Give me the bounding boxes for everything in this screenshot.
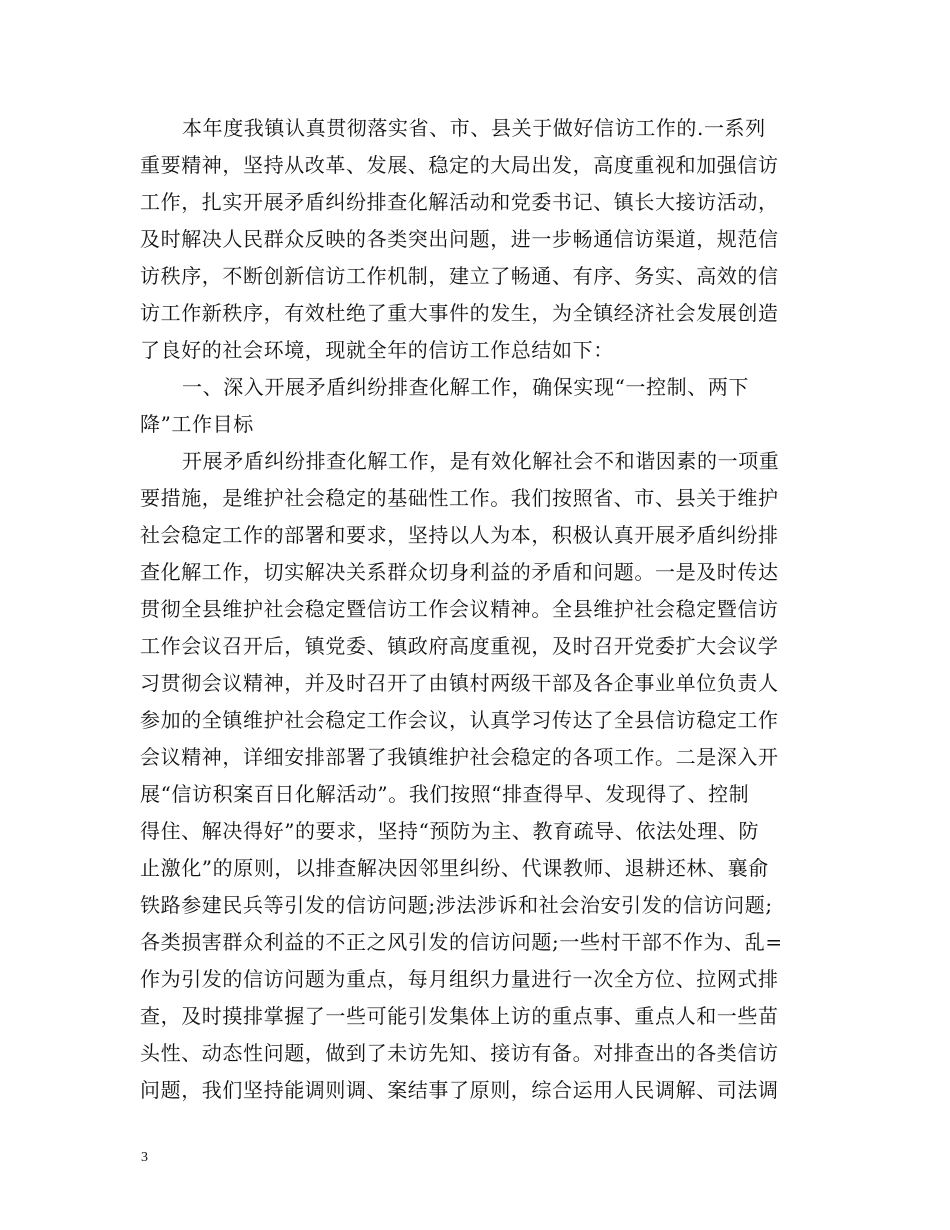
paragraph-line: 重要精神，坚持从改革、发展、稳定的大局出发，高度重视和加强信访 <box>140 153 779 177</box>
paragraph-line: 要措施，是维护社会稳定的基础性工作。我们按照省、市、县关于维护 <box>140 486 779 510</box>
paragraph-line: 访工作新秩序，有效杜绝了重大事件的发生，为全镇经济社会发展创造 <box>140 301 779 325</box>
paragraph-line: 问题，我们坚持能调则调、案结事了原则，综合运用人民调解、司法调 <box>140 1078 779 1102</box>
paragraph-line: 习贯彻会议精神，并及时召开了由镇村两级干部及各企事业单位负责人 <box>140 671 779 695</box>
paragraph-line: 访秩序，不断创新信访工作机制，建立了畅通、有序、务实、高效的信 <box>140 264 779 288</box>
paragraph-line: 工作，扎实开展矛盾纠纷排查化解活动和党委书记、镇长大接访活动， <box>140 190 779 214</box>
page-number: 3 <box>141 1150 148 1165</box>
paragraph-line: 头性、动态性问题，做到了未访先知、接访有备。对排查出的各类信访 <box>140 1041 779 1065</box>
paragraph-line: 作为引发的信访问题为重点，每月组织力量进行一次全方位、拉网式排 <box>140 967 779 991</box>
paragraph-line: 展“信访积案百日化解活动”。我们按照“排查得早、发现得了、控制 <box>140 782 750 806</box>
section-heading-line: 降”工作目标 <box>140 412 254 436</box>
paragraph-line: 及时解决人民群众反映的各类突出问题，进一步畅通信访渠道，规范信 <box>140 227 779 251</box>
paragraph-line: 参加的全镇维护社会稳定工作会议，认真学习传达了全县信访稳定工作 <box>140 708 779 732</box>
paragraph-line: 查化解工作，切实解决关系群众切身利益的矛盾和问题。一是及时传达 <box>140 560 779 584</box>
paragraph-line: 了良好的社会环境，现就全年的信访工作总结如下： <box>140 338 614 362</box>
paragraph-line: 贯彻全县维护社会稳定暨信访工作会议精神。全县维护社会稳定暨信访 <box>140 597 779 621</box>
paragraph-line: 社会稳定工作的部署和要求，坚持以人为本，积极认真开展矛盾纠纷排 <box>140 523 779 547</box>
paragraph-line: 查，及时摸排掌握了一些可能引发集体上访的重点事、重点人和一些苗 <box>140 1004 779 1028</box>
paragraph-line: 工作会议召开后，镇党委、镇政府高度重视，及时召开党委扩大会议学 <box>140 634 779 658</box>
paragraph-line: 止激化”的原则，以排查解决因邻里纠纷、代课教师、退耕还林、襄俞 <box>140 856 769 880</box>
paragraph-line: 得住、解决得好”的要求，坚持“预防为主、教育疏导、依法处理、防 <box>140 819 760 843</box>
section-heading-line: 一、深入开展矛盾纠纷排查化解工作，确保实现“一控制、两下 <box>182 375 750 399</box>
paragraph-line: 开展矛盾纠纷排查化解工作，是有效化解社会不和谐因素的一项重 <box>182 449 780 473</box>
paragraph-line: 各类损害群众利益的不正之风引发的信访问题;一些村干部不作为、乱= <box>140 930 783 954</box>
paragraph-line: 会议精神，详细安排部署了我镇维护社会稳定的各项工作。二是深入开 <box>140 745 779 769</box>
paragraph-line: 本年度我镇认真贯彻落实省、市、县关于做好信访工作的.一系列 <box>182 116 766 140</box>
paragraph-line: 铁路参建民兵等引发的信访问题;涉法涉诉和社会治安引发的信访问题; <box>140 893 773 917</box>
